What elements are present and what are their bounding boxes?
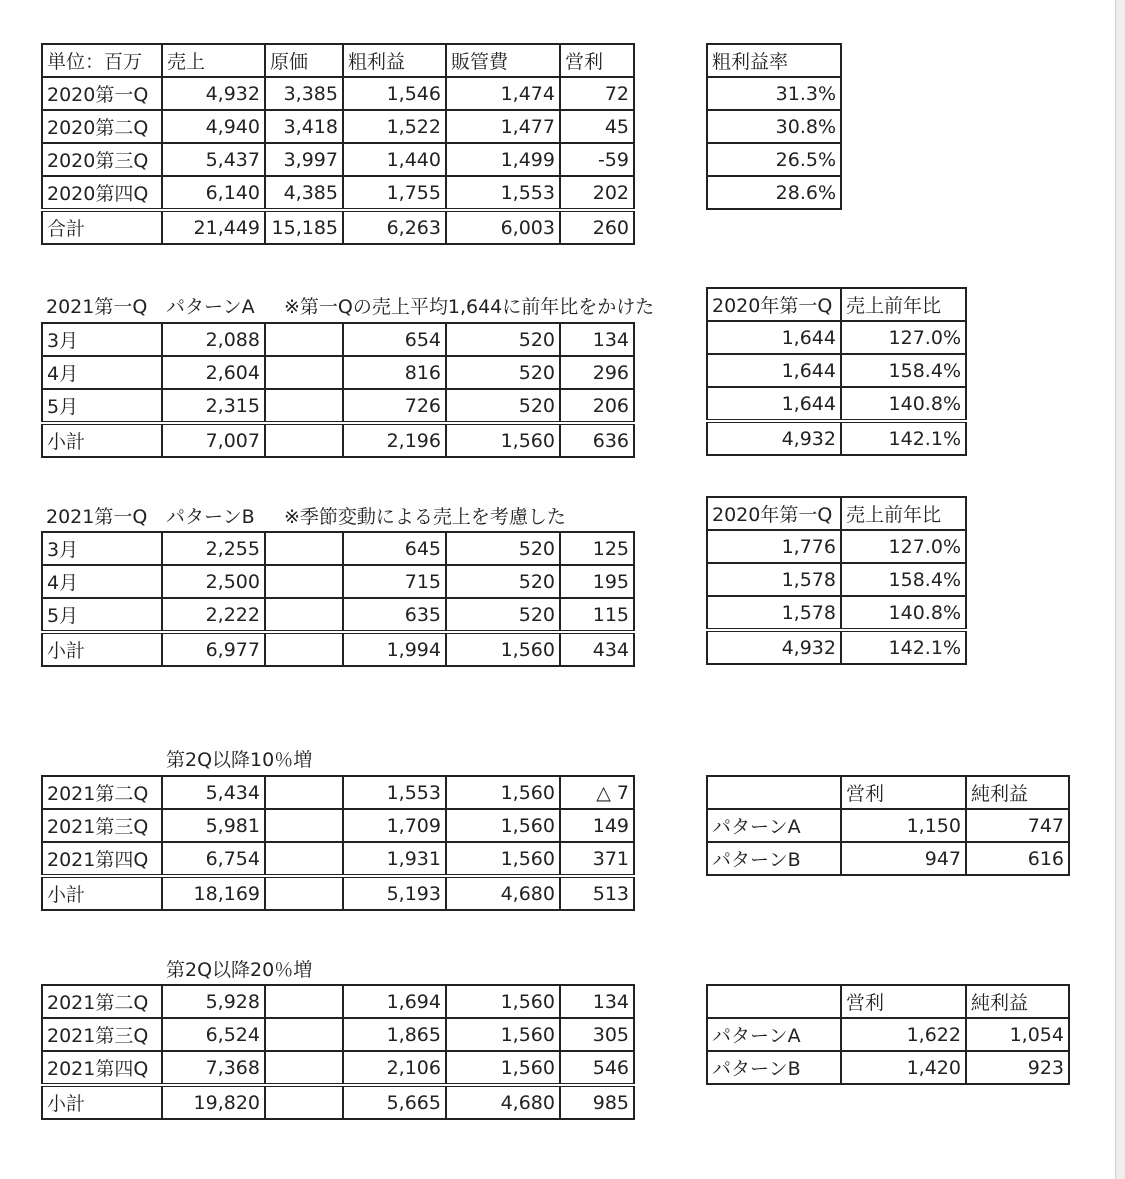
table-row <box>42 985 634 1018</box>
cell-yoy: 127.0% <box>841 321 966 354</box>
cell-margin: 26.5% <box>707 143 841 176</box>
table-increase-20 <box>41 984 635 1120</box>
row-label: 2020第一Q <box>42 77 162 110</box>
table-yoy-b <box>706 496 967 665</box>
pattern-b-label: パターンB <box>166 506 255 528</box>
cell-sales: 2,500 <box>162 565 265 598</box>
header-gross-profit: 粗利益 <box>343 44 446 77</box>
cell-sales: 6,524 <box>162 1018 265 1051</box>
table-row <box>707 110 841 143</box>
cell-operating-profit: 636 <box>560 423 634 457</box>
cell-gross-profit: 1,755 <box>343 176 446 210</box>
cell-operating-profit: 985 <box>560 1085 634 1119</box>
row-label: 3月 <box>42 532 162 565</box>
cell-sales: 2,604 <box>162 356 265 389</box>
table-header-row <box>42 44 634 77</box>
cell-yoy: 140.8% <box>841 596 966 630</box>
cell-sga: 4,680 <box>446 876 560 910</box>
table-row <box>42 356 634 389</box>
cell-sga: 520 <box>446 389 560 423</box>
cell-operating-profit: △ 7 <box>560 776 634 809</box>
cell-cost <box>265 842 343 876</box>
table-yoy-a <box>706 287 967 456</box>
table-row <box>707 1051 1069 1084</box>
table-header-row <box>707 44 841 77</box>
cell-base-sales: 1,578 <box>707 596 841 630</box>
cell-sales: 7,007 <box>162 423 265 457</box>
row-label: 2021第四Q <box>42 1051 162 1085</box>
cell-cost: 4,385 <box>265 176 343 210</box>
cell-operating-profit: 513 <box>560 876 634 910</box>
pattern-a-label: パターンA <box>166 296 255 318</box>
cell-operating-profit: 1,622 <box>841 1018 966 1051</box>
cell-yoy: 127.0% <box>841 530 966 563</box>
cell-sga: 1,553 <box>446 176 560 210</box>
cell-gross-profit: 2,106 <box>343 1051 446 1085</box>
cell-gross-profit: 1,994 <box>343 632 446 666</box>
row-label: 小計 <box>42 1085 162 1119</box>
table-header-row <box>707 985 1069 1018</box>
cell-net-profit: 923 <box>966 1051 1069 1084</box>
cell-gross-profit: 1,522 <box>343 110 446 143</box>
cell-sales: 5,928 <box>162 985 265 1018</box>
cell-base-sales: 1,644 <box>707 321 841 354</box>
cell-gross-profit: 2,196 <box>343 423 446 457</box>
cell-gross-profit: 645 <box>343 532 446 565</box>
cell-yoy: 142.1% <box>841 630 966 664</box>
cell-operating-profit: 134 <box>560 323 634 356</box>
table-gross-margin <box>706 43 842 210</box>
cell-gross-profit: 1,709 <box>343 809 446 842</box>
cell-sga: 6,003 <box>446 210 560 244</box>
cell-sga: 520 <box>446 598 560 632</box>
cell-sales: 6,140 <box>162 176 265 210</box>
header-yoy-sales: 売上前年比 <box>841 497 966 530</box>
row-label: 4月 <box>42 356 162 389</box>
cell-cost <box>265 809 343 842</box>
cell-cost <box>265 356 343 389</box>
row-label: 2020第四Q <box>42 176 162 210</box>
table-row <box>42 389 634 423</box>
row-label: 小計 <box>42 876 162 910</box>
cell-cost <box>265 876 343 910</box>
header-sales: 売上 <box>162 44 265 77</box>
table-profit-20 <box>706 984 1070 1085</box>
table-row <box>42 842 634 876</box>
cell-sga: 1,560 <box>446 776 560 809</box>
cell-operating-profit: 134 <box>560 985 634 1018</box>
increase-10-caption: 第2Q以降10％増 <box>166 749 313 771</box>
pattern-b-note: ※季節変動による売上を考慮した <box>284 506 566 528</box>
table-row <box>42 809 634 842</box>
header-2020-q1: 2020年第一Q <box>707 288 841 321</box>
cell-gross-profit: 654 <box>343 323 446 356</box>
cell-operating-profit: 546 <box>560 1051 634 1085</box>
row-label: 2021第二Q <box>42 985 162 1018</box>
cell-gross-profit: 5,665 <box>343 1085 446 1119</box>
cell-gross-profit: 1,546 <box>343 77 446 110</box>
cell-operating-profit: -59 <box>560 143 634 176</box>
cell-cost: 15,185 <box>265 210 343 244</box>
table-header-row <box>707 288 966 321</box>
header-operating-profit: 営利 <box>841 985 966 1018</box>
cell-gross-profit: 1,931 <box>343 842 446 876</box>
pattern-a-title: 2021第一Q <box>46 296 148 318</box>
cell-gross-profit: 1,865 <box>343 1018 446 1051</box>
table-row <box>42 1018 634 1051</box>
header-net-profit: 純利益 <box>966 985 1069 1018</box>
cell-operating-profit: 45 <box>560 110 634 143</box>
table-row <box>707 596 966 630</box>
cell-net-profit: 1,054 <box>966 1018 1069 1051</box>
header-cost: 原価 <box>265 44 343 77</box>
cell-gross-profit: 715 <box>343 565 446 598</box>
row-label: 2021第三Q <box>42 1018 162 1051</box>
cell-gross-profit: 1,553 <box>343 776 446 809</box>
table-row <box>707 143 841 176</box>
cell-cost <box>265 1085 343 1119</box>
table-header-row <box>707 497 966 530</box>
cell-margin: 30.8% <box>707 110 841 143</box>
table-row <box>42 323 634 356</box>
table-row <box>42 532 634 565</box>
row-label: 2021第四Q <box>42 842 162 876</box>
cell-yoy: 158.4% <box>841 354 966 387</box>
header-operating-profit: 営利 <box>841 776 966 809</box>
table-pattern-a <box>41 322 635 458</box>
table-row <box>707 563 966 596</box>
cell-yoy: 158.4% <box>841 563 966 596</box>
cell-margin: 28.6% <box>707 176 841 209</box>
cell-gross-profit: 6,263 <box>343 210 446 244</box>
cell-sga: 1,560 <box>446 985 560 1018</box>
cell-sga: 1,560 <box>446 632 560 666</box>
table-row <box>707 530 966 563</box>
cell-sales: 2,315 <box>162 389 265 423</box>
row-label: 小計 <box>42 632 162 666</box>
cell-sales: 4,932 <box>162 77 265 110</box>
cell-operating-profit: 305 <box>560 1018 634 1051</box>
table-row <box>707 809 1069 842</box>
cell-gross-profit: 1,440 <box>343 143 446 176</box>
cell-operating-profit: 260 <box>560 210 634 244</box>
increase-20-caption: 第2Q以降20％増 <box>166 959 313 981</box>
row-label: 3月 <box>42 323 162 356</box>
cell-gross-profit: 5,193 <box>343 876 446 910</box>
table-increase-10 <box>41 775 635 911</box>
cell-net-profit: 616 <box>966 842 1069 875</box>
table-row <box>707 387 966 421</box>
row-label: 4月 <box>42 565 162 598</box>
pattern-b-title: 2021第一Q <box>46 506 148 528</box>
cell-gross-profit: 726 <box>343 389 446 423</box>
cell-yoy: 142.1% <box>841 421 966 455</box>
pattern-a-note: ※第一Qの売上平均1,644に前年比をかけた <box>284 296 655 318</box>
cell-sales: 21,449 <box>162 210 265 244</box>
row-label: 2021第三Q <box>42 809 162 842</box>
table-row <box>707 77 841 110</box>
table-profit-10 <box>706 775 1070 876</box>
cell-operating-profit: 125 <box>560 532 634 565</box>
row-label: パターンB <box>707 1051 841 1084</box>
table-pattern-b <box>41 531 635 667</box>
cell-sga: 1,560 <box>446 842 560 876</box>
cell-sga: 1,477 <box>446 110 560 143</box>
subtotal-row <box>707 421 966 455</box>
cell-sga: 1,560 <box>446 423 560 457</box>
cell-cost: 3,385 <box>265 77 343 110</box>
cell-net-profit: 747 <box>966 809 1069 842</box>
cell-sales: 6,754 <box>162 842 265 876</box>
cell-gross-profit: 635 <box>343 598 446 632</box>
cell-operating-profit: 195 <box>560 565 634 598</box>
cell-base-sales: 4,932 <box>707 421 841 455</box>
cell-cost <box>265 323 343 356</box>
cell-operating-profit: 296 <box>560 356 634 389</box>
cell-gross-profit: 816 <box>343 356 446 389</box>
row-label: パターンB <box>707 842 841 875</box>
cell-cost <box>265 532 343 565</box>
cell-cost <box>265 985 343 1018</box>
cell-sales: 18,169 <box>162 876 265 910</box>
cell-gross-profit: 1,694 <box>343 985 446 1018</box>
cell-cost <box>265 1051 343 1085</box>
header-blank <box>707 985 841 1018</box>
cell-cost: 3,418 <box>265 110 343 143</box>
cell-base-sales: 1,578 <box>707 563 841 596</box>
table-2020-quarters <box>41 43 635 245</box>
cell-operating-profit: 202 <box>560 176 634 210</box>
table-row <box>707 176 841 209</box>
subtotal-row <box>42 632 634 666</box>
header-2020-q1: 2020年第一Q <box>707 497 841 530</box>
cell-operating-profit: 947 <box>841 842 966 875</box>
cell-sga: 520 <box>446 323 560 356</box>
table-row <box>707 321 966 354</box>
cell-operating-profit: 149 <box>560 809 634 842</box>
cell-base-sales: 1,776 <box>707 530 841 563</box>
cell-base-sales: 1,644 <box>707 387 841 421</box>
cell-operating-profit: 1,150 <box>841 809 966 842</box>
table-row <box>42 143 634 176</box>
cell-sales: 2,088 <box>162 323 265 356</box>
cell-yoy: 140.8% <box>841 387 966 421</box>
subtotal-row <box>42 876 634 910</box>
row-label: 5月 <box>42 389 162 423</box>
table-row <box>42 110 634 143</box>
subtotal-row <box>42 1085 634 1119</box>
cell-sales: 5,434 <box>162 776 265 809</box>
table-row <box>42 1051 634 1085</box>
cell-cost <box>265 389 343 423</box>
cell-operating-profit: 72 <box>560 77 634 110</box>
row-label: パターンA <box>707 1018 841 1051</box>
cell-sga: 1,474 <box>446 77 560 110</box>
cell-sga: 520 <box>446 565 560 598</box>
cell-sga: 1,560 <box>446 809 560 842</box>
cell-cost <box>265 776 343 809</box>
header-net-profit: 純利益 <box>966 776 1069 809</box>
cell-sga: 1,499 <box>446 143 560 176</box>
cell-sga: 1,560 <box>446 1051 560 1085</box>
table-row <box>42 176 634 210</box>
cell-base-sales: 1,644 <box>707 354 841 387</box>
row-label: 2020第三Q <box>42 143 162 176</box>
cell-operating-profit: 434 <box>560 632 634 666</box>
cell-operating-profit: 1,420 <box>841 1051 966 1084</box>
cell-sales: 4,940 <box>162 110 265 143</box>
row-label: 2020第二Q <box>42 110 162 143</box>
cell-sales: 5,981 <box>162 809 265 842</box>
cell-cost <box>265 1018 343 1051</box>
row-label: 小計 <box>42 423 162 457</box>
cell-sga: 1,560 <box>446 1018 560 1051</box>
header-gross-margin: 粗利益率 <box>707 44 841 77</box>
table-row <box>42 776 634 809</box>
header-unit: 単位：百万 <box>42 44 162 77</box>
cell-sales: 19,820 <box>162 1085 265 1119</box>
cell-sales: 6,977 <box>162 632 265 666</box>
cell-sales: 2,222 <box>162 598 265 632</box>
cell-sales: 5,437 <box>162 143 265 176</box>
pattern-a-caption <box>46 292 654 319</box>
cell-operating-profit: 371 <box>560 842 634 876</box>
header-yoy-sales: 売上前年比 <box>841 288 966 321</box>
subtotal-row <box>42 423 634 457</box>
cell-cost <box>265 598 343 632</box>
table-row <box>42 598 634 632</box>
row-label: パターンA <box>707 809 841 842</box>
pattern-b-caption <box>46 502 566 529</box>
cell-sga: 4,680 <box>446 1085 560 1119</box>
cell-operating-profit: 206 <box>560 389 634 423</box>
cell-cost <box>265 423 343 457</box>
cell-margin: 31.3% <box>707 77 841 110</box>
table-row <box>42 565 634 598</box>
table-row <box>707 354 966 387</box>
total-row <box>42 210 634 244</box>
row-label: 2021第二Q <box>42 776 162 809</box>
header-sga: 販管費 <box>446 44 560 77</box>
cell-sales: 7,368 <box>162 1051 265 1085</box>
subtotal-row <box>707 630 966 664</box>
cell-sales: 2,255 <box>162 532 265 565</box>
cell-cost <box>265 632 343 666</box>
row-label: 合計 <box>42 210 162 244</box>
cell-cost <box>265 565 343 598</box>
header-blank <box>707 776 841 809</box>
table-row <box>707 842 1069 875</box>
cell-cost: 3,997 <box>265 143 343 176</box>
cell-base-sales: 4,932 <box>707 630 841 664</box>
table-row <box>42 77 634 110</box>
cell-sga: 520 <box>446 532 560 565</box>
cell-operating-profit: 115 <box>560 598 634 632</box>
table-header-row <box>707 776 1069 809</box>
table-row <box>707 1018 1069 1051</box>
row-label: 5月 <box>42 598 162 632</box>
cell-sga: 520 <box>446 356 560 389</box>
header-operating-profit: 営利 <box>560 44 634 77</box>
